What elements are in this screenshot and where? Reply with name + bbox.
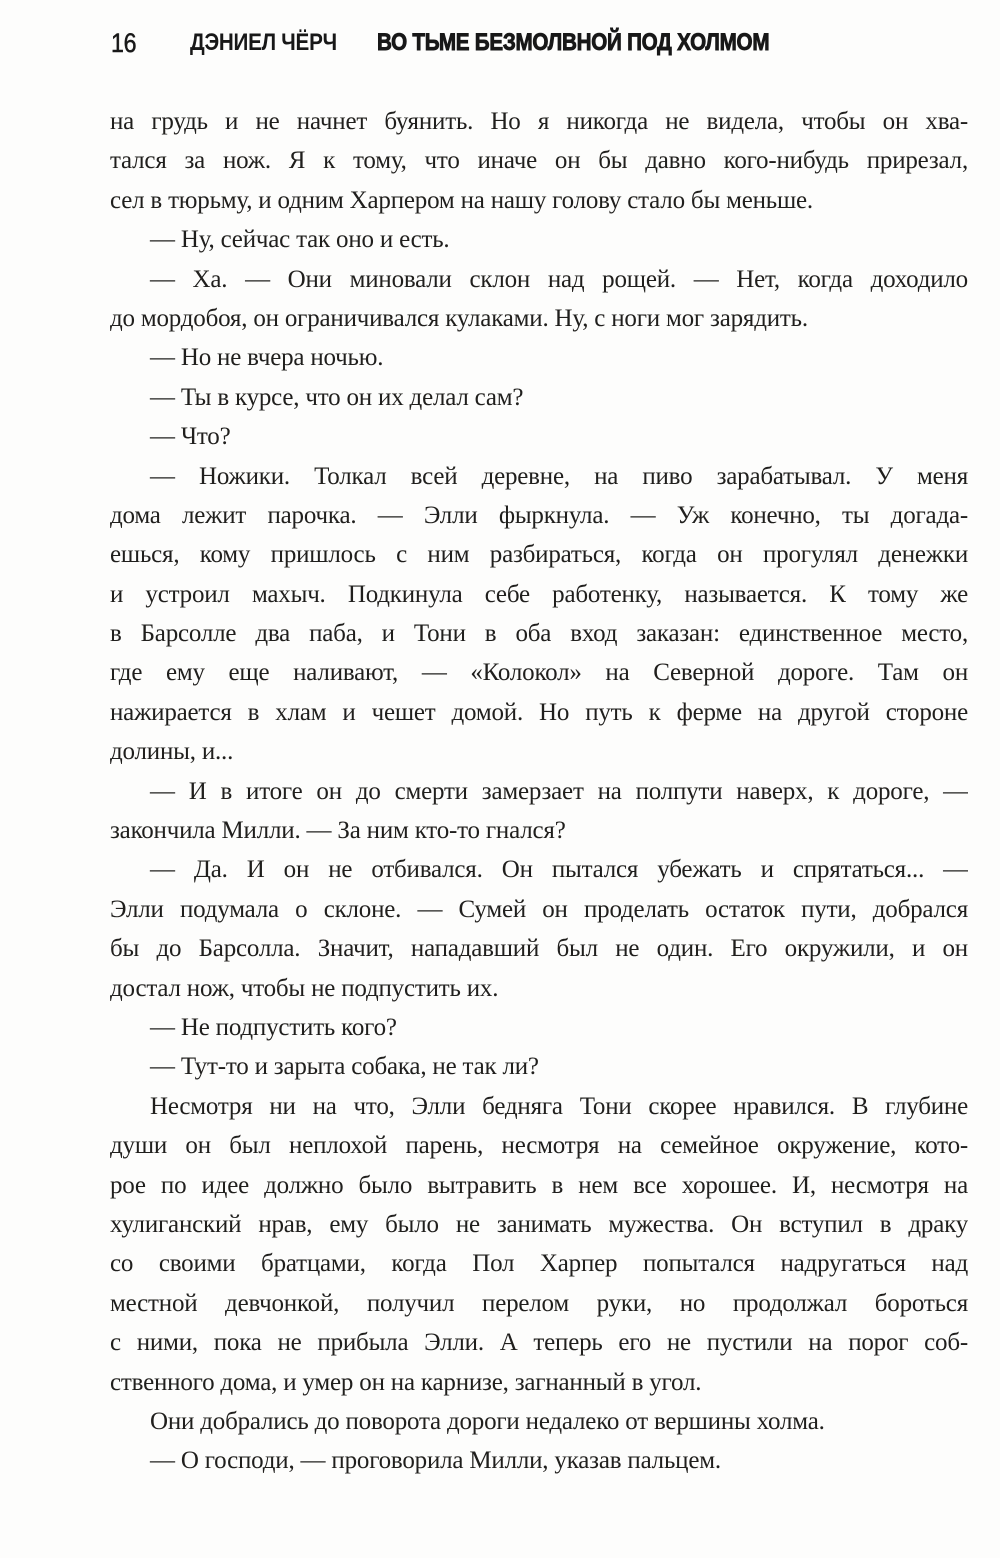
- text-line: на грудь и не начнет буянить. Но я никогда не видела, чтобы он хва-: [110, 108, 968, 135]
- text-line: бы до Барсолла. Значит, нападавший был не один. Его окружили, и он: [110, 935, 968, 963]
- text-line: до мордобоя, он ограничивался кулаками. Ну, с ноги мог зарядить.: [110, 304, 808, 332]
- text-line: — Но не вчера ночью.: [150, 344, 384, 372]
- text-line: — О господи, — проговорила Милли, указав пальцем.: [150, 1447, 721, 1475]
- author-name: ДЭНИЕЛ ЧЁРЧ: [190, 29, 337, 56]
- text-line: Они добрались до поворота дороги недалеко от вершины холма.: [150, 1407, 825, 1435]
- page-number: 16: [111, 28, 137, 58]
- text-line: — И в итоге он до смерти замерзает на полпути наверх, к дороге, —: [150, 777, 968, 805]
- text-line: дома лежит парочка. — Элли фыркнула. — Уж конечно, ты догада-: [110, 501, 968, 529]
- text-line: хулиганский нрав, ему было не занимать мужества. Он вступил в драку: [110, 1210, 968, 1238]
- text-line: — Ножики. Толкал всей деревне, на пиво зарабатывал. У меня: [150, 462, 968, 490]
- body-text: [110, 102, 968, 1481]
- text-line: — Что?: [150, 423, 231, 451]
- text-line: достал нож, чтобы не подпустить их.: [110, 974, 499, 1002]
- text-line: и устроил махыч. Подкинула себе работенку, называется. К тому же: [110, 580, 968, 608]
- text-line: ственного дома, и умер он на карнизе, загнанный в угол.: [110, 1368, 702, 1396]
- text-line: — Да. И он не отбивался. Он пытался убежать и спрятаться... —: [150, 856, 968, 884]
- text-line: души он был неплохой парень, несмотря на семейное окружение, кото-: [110, 1132, 968, 1160]
- text-line: с ними, пока не прибыла Элли. А теперь его не пустили на порог соб-: [110, 1329, 968, 1357]
- running-header: [0, 27, 1000, 59]
- text-line: ешься, кому пришлось с ним разбираться, когда он прогулял денежки: [110, 541, 968, 569]
- text-line: тался за нож. Я к тому, что иначе он бы давно кого-нибудь прирезал,: [110, 147, 968, 175]
- book-title: ВО ТЬМЕ БЕЗМОЛВНОЙ ПОД ХОЛМОМ: [377, 29, 770, 56]
- text-line: в Барсолле два паба, и Тони в оба вход заказан: единственное место,: [110, 620, 968, 648]
- text-line: сел в тюрьму, и одним Харпером на нашу голову стало бы меньше.: [110, 186, 813, 214]
- text-line: со своими братцами, когда Пол Харпер попытался надругаться над: [110, 1250, 968, 1278]
- text-line: закончила Милли. — За ним кто-то гнался?: [110, 817, 566, 845]
- text-line: — Ха. — Они миновали склон над рощей. — Нет, когда доходило: [150, 265, 968, 293]
- text-line: — Ты в курсе, что он их делал сам?: [150, 383, 524, 411]
- text-line: — Не подпустить кого?: [150, 1013, 397, 1041]
- text-line: рое по идее должно было вытравить в нем все хорошее. И, несмотря на: [110, 1171, 968, 1199]
- text-line: Элли подумала о склоне. — Сумей он проделать остаток пути, добрался: [110, 895, 968, 923]
- text-line: нажирается в хлам и чешет домой. Но путь к ферме на другой стороне: [110, 698, 968, 726]
- text-line: — Тут-то и зарыта собака, не так ли?: [150, 1053, 539, 1081]
- text-line: Несмотря ни на что, Элли бедняга Тони скорее нравился. В глубине: [150, 1092, 968, 1120]
- text-line: где ему еще наливают, — «Колокол» на Северной дороге. Там он: [110, 659, 968, 687]
- text-line: — Ну, сейчас так оно и есть.: [150, 226, 450, 254]
- text-line: местной девчонкой, получил перелом руки, но продолжал бороться: [110, 1289, 968, 1317]
- text-line: долины, и...: [110, 738, 234, 766]
